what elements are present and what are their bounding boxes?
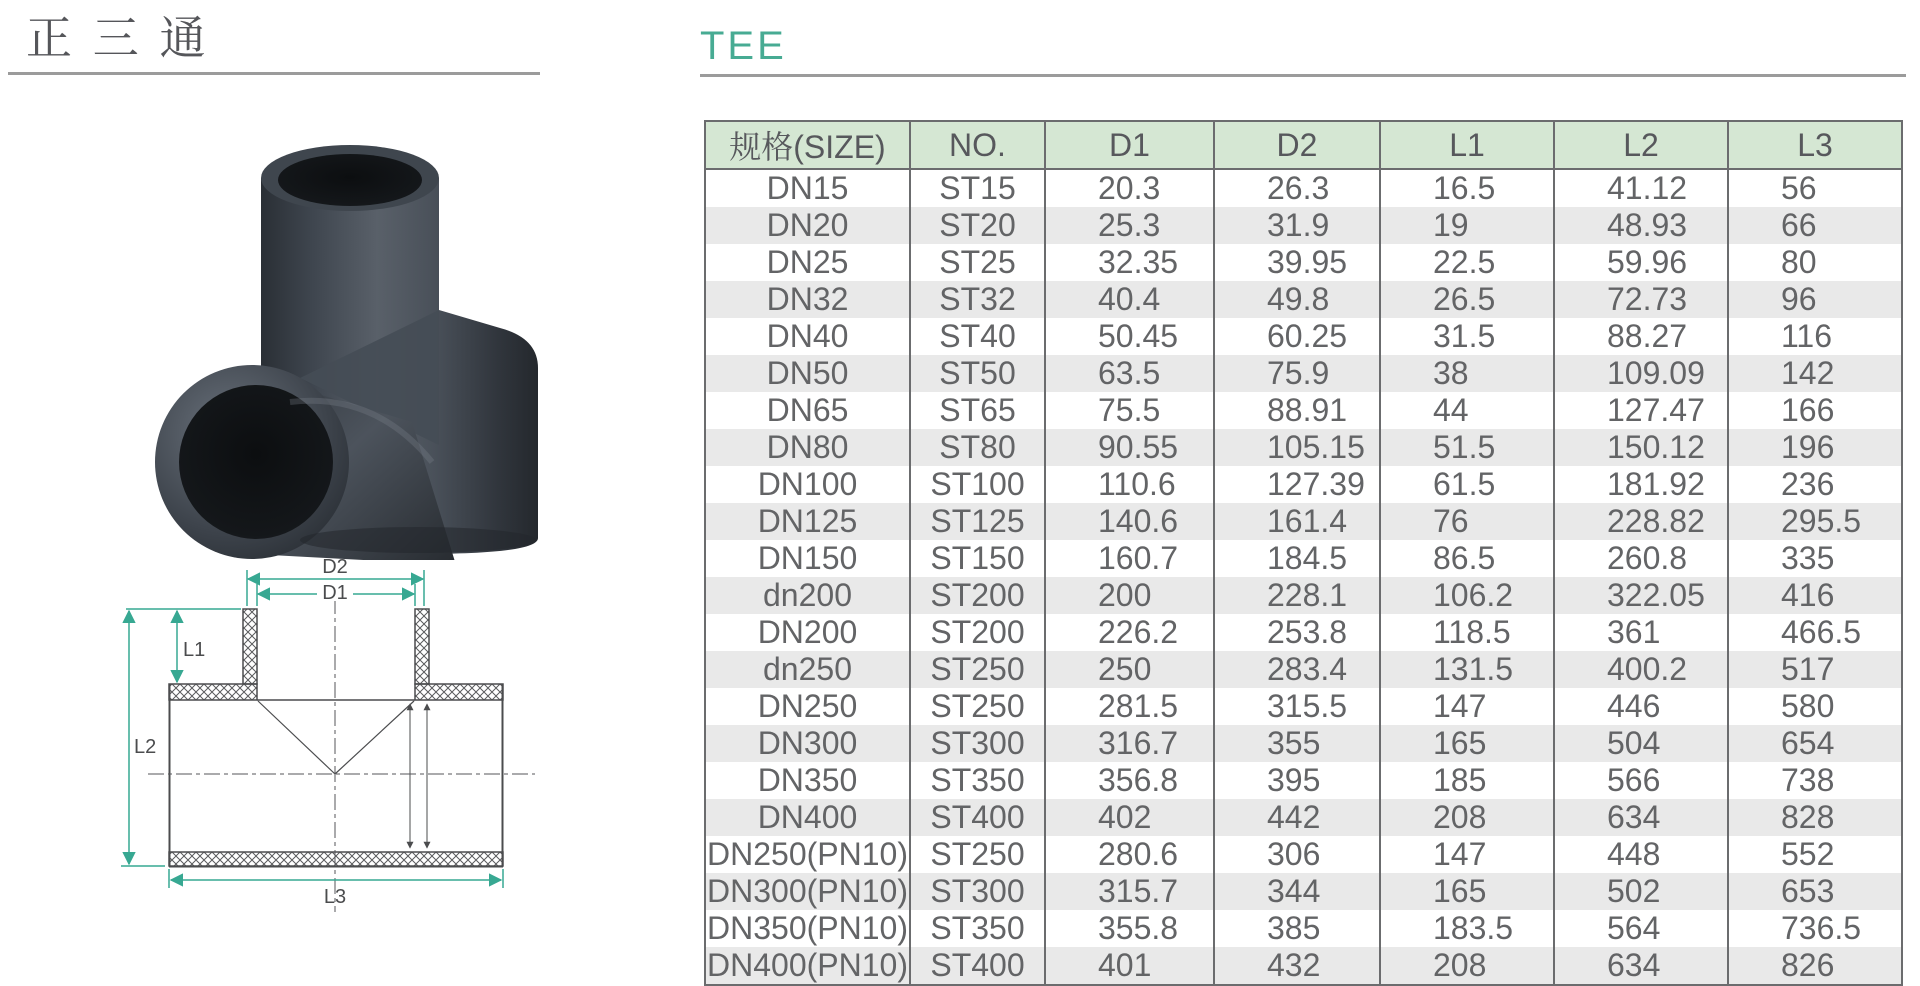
table-cell: ST20	[910, 207, 1045, 244]
dimension-label-l3: L3	[323, 886, 347, 908]
table-cell: 736.5	[1728, 910, 1902, 947]
table-cell: 502	[1554, 873, 1728, 910]
table-cell: 448	[1554, 836, 1728, 873]
table-cell: 48.93	[1554, 207, 1728, 244]
table-cell: ST400	[910, 947, 1045, 985]
table-cell: 738	[1728, 762, 1902, 799]
table-row	[705, 244, 1902, 281]
table-cell: ST250	[910, 836, 1045, 873]
branch-opening-hole	[179, 385, 333, 539]
table-cell: 306	[1214, 836, 1380, 873]
table-cell: 236	[1728, 466, 1902, 503]
table-cell: DN400(PN10)	[705, 947, 910, 985]
table-cell: 131.5	[1380, 651, 1554, 688]
table-cell: DN125	[705, 503, 910, 540]
table-cell: ST125	[910, 503, 1045, 540]
table-cell: 208	[1380, 947, 1554, 985]
table-cell: 315.7	[1045, 873, 1214, 910]
table-cell: ST100	[910, 466, 1045, 503]
table-row	[705, 725, 1902, 762]
table-cell: 32.35	[1045, 244, 1214, 281]
table-cell: DN200	[705, 614, 910, 651]
table-cell: 344	[1214, 873, 1380, 910]
table-cell: 196	[1728, 429, 1902, 466]
table-cell: 226.2	[1045, 614, 1214, 651]
table-cell: 634	[1554, 947, 1728, 985]
table-cell: 90.55	[1045, 429, 1214, 466]
table-cell: ST150	[910, 540, 1045, 577]
table-row	[705, 429, 1902, 466]
top-opening-hole	[278, 154, 422, 206]
table-cell: 228.1	[1214, 577, 1380, 614]
table-cell: ST350	[910, 762, 1045, 799]
column-header-l1: L1	[1380, 121, 1554, 169]
dimension-label-l2: L2	[134, 736, 157, 758]
dimension-lines	[121, 570, 503, 888]
table-cell: ST300	[910, 725, 1045, 762]
table-cell: 580	[1728, 688, 1902, 725]
dimension-label-d2: D2	[322, 556, 348, 578]
column-header-l3: L3	[1728, 121, 1902, 169]
table-cell: 184.5	[1214, 540, 1380, 577]
table-cell: 110.6	[1045, 466, 1214, 503]
table-cell: 39.95	[1214, 244, 1380, 281]
table-cell: DN50	[705, 355, 910, 392]
table-cell: 283.4	[1214, 651, 1380, 688]
table-cell: DN40	[705, 318, 910, 355]
table-cell: 566	[1554, 762, 1728, 799]
table-cell: 181.92	[1554, 466, 1728, 503]
table-cell: 416	[1728, 577, 1902, 614]
spec-table-body	[705, 169, 1902, 985]
table-row	[705, 355, 1902, 392]
table-cell: ST300	[910, 873, 1045, 910]
table-cell: DN250	[705, 688, 910, 725]
table-cell: 142	[1728, 355, 1902, 392]
table-cell: 322.05	[1554, 577, 1728, 614]
table-cell: 165	[1380, 725, 1554, 762]
table-cell: ST400	[910, 799, 1045, 836]
table-cell: 250	[1045, 651, 1214, 688]
table-cell: 166	[1728, 392, 1902, 429]
table-row	[705, 614, 1902, 651]
table-cell: ST250	[910, 651, 1045, 688]
table-cell: 20.3	[1045, 169, 1214, 207]
table-row	[705, 762, 1902, 799]
table-row	[705, 281, 1902, 318]
table-cell: DN80	[705, 429, 910, 466]
table-row	[705, 873, 1902, 910]
table-cell: DN65	[705, 392, 910, 429]
table-cell: 26.3	[1214, 169, 1380, 207]
table-cell: 361	[1554, 614, 1728, 651]
table-cell: 75.9	[1214, 355, 1380, 392]
table-cell: 517	[1728, 651, 1902, 688]
table-cell: DN350(PN10)	[705, 910, 910, 947]
table-cell: 106.2	[1380, 577, 1554, 614]
table-cell: 150.12	[1554, 429, 1728, 466]
right-title-divider	[700, 74, 1906, 77]
table-row	[705, 836, 1902, 873]
table-row	[705, 577, 1902, 614]
table-cell: 355.8	[1045, 910, 1214, 947]
table-cell: 355	[1214, 725, 1380, 762]
table-cell: DN250(PN10)	[705, 836, 910, 873]
spec-table-header-row	[705, 121, 1902, 169]
table-cell: 60.25	[1214, 318, 1380, 355]
table-cell: 634	[1554, 799, 1728, 836]
table-cell: 400.2	[1554, 651, 1728, 688]
table-row	[705, 207, 1902, 244]
table-cell: 183.5	[1380, 910, 1554, 947]
table-cell: 109.09	[1554, 355, 1728, 392]
column-header-size: 规格(SIZE)	[705, 121, 910, 169]
table-cell: 826	[1728, 947, 1902, 985]
table-cell: 76	[1380, 503, 1554, 540]
table-row	[705, 503, 1902, 540]
table-cell: 446	[1554, 688, 1728, 725]
table-row	[705, 651, 1902, 688]
table-cell: 147	[1380, 836, 1554, 873]
table-cell: 86.5	[1380, 540, 1554, 577]
table-cell: 260.8	[1554, 540, 1728, 577]
product-photo-tee	[140, 140, 550, 560]
table-cell: 38	[1380, 355, 1554, 392]
table-cell: 653	[1728, 873, 1902, 910]
table-cell: 165	[1380, 873, 1554, 910]
table-cell: ST350	[910, 910, 1045, 947]
table-cell: 316.7	[1045, 725, 1214, 762]
table-cell: 160.7	[1045, 540, 1214, 577]
table-cell: 335	[1728, 540, 1902, 577]
column-header-l2: L2	[1554, 121, 1728, 169]
table-cell: 185	[1380, 762, 1554, 799]
table-cell: DN300	[705, 725, 910, 762]
table-cell: ST32	[910, 281, 1045, 318]
table-cell: 22.5	[1380, 244, 1554, 281]
table-cell: 147	[1380, 688, 1554, 725]
table-cell: ST80	[910, 429, 1045, 466]
table-cell: ST65	[910, 392, 1045, 429]
table-cell: 161.4	[1214, 503, 1380, 540]
table-cell: DN32	[705, 281, 910, 318]
section-hatch	[169, 609, 503, 866]
table-cell: ST250	[910, 688, 1045, 725]
spec-table	[704, 120, 1903, 986]
table-cell: ST25	[910, 244, 1045, 281]
table-cell: 654	[1728, 725, 1902, 762]
table-cell: 80	[1728, 244, 1902, 281]
table-cell: 31.9	[1214, 207, 1380, 244]
table-cell: DN300(PN10)	[705, 873, 910, 910]
table-cell: 40.4	[1045, 281, 1214, 318]
table-row	[705, 910, 1902, 947]
table-cell: ST50	[910, 355, 1045, 392]
spec-table-header	[705, 121, 1902, 169]
table-cell: 200	[1045, 577, 1214, 614]
table-cell: 50.45	[1045, 318, 1214, 355]
table-cell: 96	[1728, 281, 1902, 318]
table-cell: ST200	[910, 614, 1045, 651]
table-cell: 66	[1728, 207, 1902, 244]
table-cell: 19	[1380, 207, 1554, 244]
table-cell: 466.5	[1728, 614, 1902, 651]
table-row	[705, 540, 1902, 577]
table-cell: 402	[1045, 799, 1214, 836]
table-row	[705, 318, 1902, 355]
table-cell: 552	[1728, 836, 1902, 873]
table-cell: 208	[1380, 799, 1554, 836]
table-cell: 140.6	[1045, 503, 1214, 540]
table-cell: 44	[1380, 392, 1554, 429]
table-row	[705, 688, 1902, 725]
table-cell: 41.12	[1554, 169, 1728, 207]
left-title-divider	[8, 72, 540, 75]
bottom-shadow	[300, 527, 536, 553]
table-cell: 49.8	[1214, 281, 1380, 318]
table-row	[705, 466, 1902, 503]
table-cell: 56	[1728, 169, 1902, 207]
table-cell: 281.5	[1045, 688, 1214, 725]
table-cell: 61.5	[1380, 466, 1554, 503]
table-cell: 105.15	[1214, 429, 1380, 466]
table-cell: 395	[1214, 762, 1380, 799]
table-cell: 25.3	[1045, 207, 1214, 244]
body-outline	[169, 684, 503, 867]
table-cell: DN400	[705, 799, 910, 836]
table-cell: 51.5	[1380, 429, 1554, 466]
table-cell: 828	[1728, 799, 1902, 836]
dimension-drawing	[105, 555, 535, 935]
table-row	[705, 799, 1902, 836]
table-cell: ST15	[910, 169, 1045, 207]
column-header-no: NO.	[910, 121, 1045, 169]
table-row	[705, 947, 1902, 985]
table-cell: 442	[1214, 799, 1380, 836]
table-cell: DN20	[705, 207, 910, 244]
table-cell: 88.91	[1214, 392, 1380, 429]
table-cell: 127.47	[1554, 392, 1728, 429]
table-cell: DN100	[705, 466, 910, 503]
table-cell: 75.5	[1045, 392, 1214, 429]
page-title-chinese: 正 三 通	[26, 12, 210, 64]
table-cell: dn200	[705, 577, 910, 614]
table-cell: 356.8	[1045, 762, 1214, 799]
table-cell: 59.96	[1554, 244, 1728, 281]
table-cell: 295.5	[1728, 503, 1902, 540]
table-cell: dn250	[705, 651, 910, 688]
table-row	[705, 169, 1902, 207]
dimension-label-l1: L1	[183, 639, 206, 661]
table-cell: 26.5	[1380, 281, 1554, 318]
table-cell: 88.27	[1554, 318, 1728, 355]
table-cell: 116	[1728, 318, 1902, 355]
table-cell: 16.5	[1380, 169, 1554, 207]
table-cell: 504	[1554, 725, 1728, 762]
table-cell: 72.73	[1554, 281, 1728, 318]
table-cell: ST40	[910, 318, 1045, 355]
table-cell: 401	[1045, 947, 1214, 985]
table-cell: 385	[1214, 910, 1380, 947]
table-cell: 280.6	[1045, 836, 1214, 873]
table-cell: 63.5	[1045, 355, 1214, 392]
table-row	[705, 392, 1902, 429]
table-cell: 315.5	[1214, 688, 1380, 725]
table-cell: 31.5	[1380, 318, 1554, 355]
column-header-d2: D2	[1214, 121, 1380, 169]
table-cell: ST200	[910, 577, 1045, 614]
table-cell: 228.82	[1554, 503, 1728, 540]
dimension-label-d1: D1	[322, 582, 348, 604]
table-cell: 253.8	[1214, 614, 1380, 651]
table-cell: DN25	[705, 244, 910, 281]
column-header-d1: D1	[1045, 121, 1214, 169]
table-cell: 564	[1554, 910, 1728, 947]
table-cell: DN150	[705, 540, 910, 577]
table-cell: 432	[1214, 947, 1380, 985]
table-cell: DN15	[705, 169, 910, 207]
table-cell: 127.39	[1214, 466, 1380, 503]
page-title-english: TEE	[700, 24, 787, 68]
table-cell: DN350	[705, 762, 910, 799]
table-cell: 118.5	[1380, 614, 1554, 651]
